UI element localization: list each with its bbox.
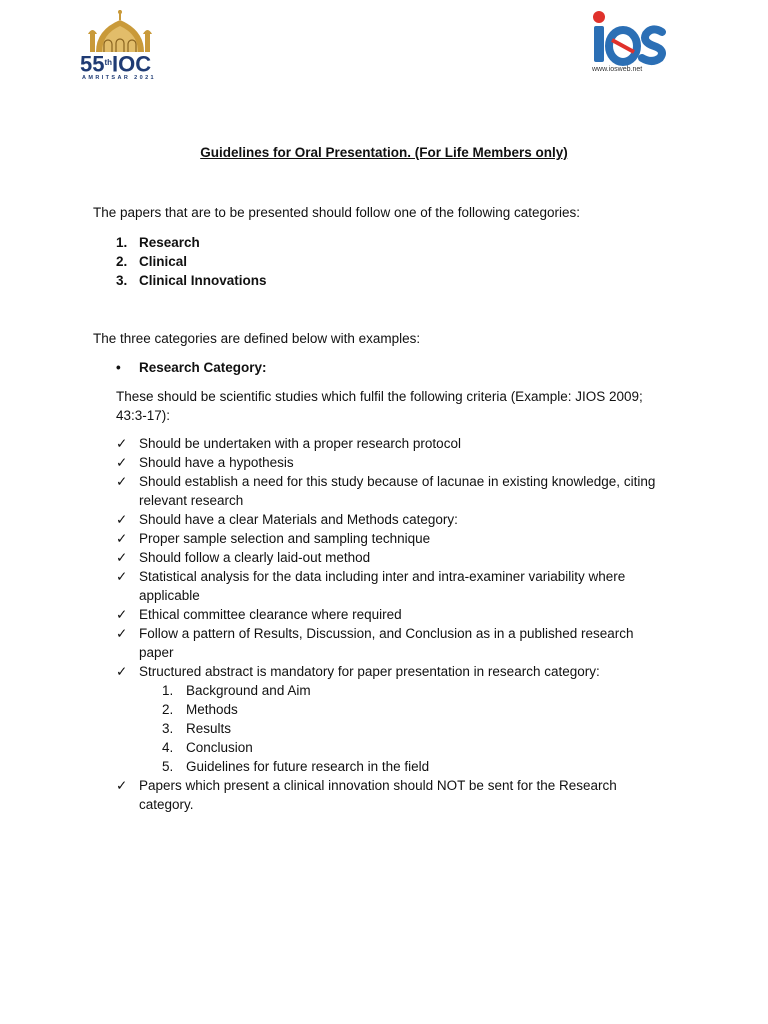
ioc-logo — [78, 8, 162, 84]
list-item — [116, 529, 656, 548]
list-label: Proper sample selection and sampling technique — [139, 531, 431, 546]
list-label: Should follow a clearly laid-out method — [139, 550, 371, 565]
check-icon: ✓ — [116, 550, 128, 565]
list-label: Background and Aim — [186, 683, 311, 698]
list-label: Should be undertaken with a proper research protocol — [139, 436, 461, 451]
list-label: Follow a pattern of Results, Discussion, and Conclusion as in a published research paper — [139, 626, 634, 660]
list-item — [93, 252, 267, 271]
list-label: Papers which present a clinical innovation should NOT be sent for the Research category. — [139, 778, 617, 812]
list-label: Should have a clear Materials and Methods category: — [139, 512, 458, 527]
list-item — [93, 233, 267, 252]
check-icon: ✓ — [116, 512, 128, 527]
list-label: Results — [186, 721, 232, 736]
check-icon: ✓ — [116, 664, 128, 679]
list-number: 5. — [162, 759, 174, 774]
check-icon: ✓ — [116, 626, 128, 641]
list-item — [116, 567, 656, 605]
abstract-parts-list — [116, 681, 656, 776]
list-item — [116, 776, 656, 814]
list-label: Methods — [186, 702, 238, 717]
list-number: 1. — [116, 235, 128, 250]
list-item — [116, 472, 656, 510]
list-label: Statistical analysis for the data including inter and intra-examiner variability where applicable — [139, 569, 626, 603]
check-icon: ✓ — [116, 569, 128, 584]
ios-logo — [590, 10, 670, 76]
list-label: Research — [139, 235, 200, 250]
ioc-suffix: th — [104, 58, 113, 67]
list-label: Clinical Innovations — [139, 273, 267, 288]
criteria-checklist — [116, 434, 656, 814]
check-icon: ✓ — [116, 455, 128, 470]
list-label: Guidelines for future research in the field — [186, 759, 430, 774]
research-category-heading — [116, 358, 267, 377]
ioc-name: IOC — [112, 51, 152, 77]
criteria-text: These should be scientific studies which fulfil the following criteria (Example: JIOS 2009; 43:3-17): — [116, 389, 643, 423]
check-icon: ✓ — [116, 778, 128, 793]
list-label: Should establish a need for this study because of lacunae in existing knowledge, citing relevant research — [139, 474, 656, 508]
page-title: Guidelines for Oral Presentation. (For Life Members only) — [200, 145, 568, 160]
list-number: 4. — [162, 740, 174, 755]
list-item — [162, 681, 656, 700]
ios-url: www.iosweb.net — [592, 66, 643, 73]
list-label: Clinical — [139, 254, 188, 269]
list-label: Ethical committee clearance where required — [139, 607, 402, 622]
ioc-edition: 55 — [80, 51, 105, 77]
list-item — [116, 605, 656, 624]
list-label: Conclusion — [186, 740, 253, 755]
list-item — [93, 271, 267, 290]
list-number: 2. — [116, 254, 128, 269]
list-item — [116, 510, 656, 529]
list-item — [116, 624, 656, 662]
list-item — [116, 662, 656, 681]
list-label: Structured abstract is mandatory for paper presentation in research category: — [139, 664, 600, 679]
list-number: 1. — [162, 683, 174, 698]
intro-text: The papers that are to be presented should follow one of the following categories: — [93, 205, 581, 220]
check-icon: ✓ — [116, 607, 128, 622]
list-item — [116, 434, 656, 453]
list-number: 2. — [162, 702, 174, 717]
list-item — [162, 757, 656, 776]
list-item — [162, 700, 656, 719]
check-icon: ✓ — [116, 436, 128, 451]
category-list — [93, 233, 267, 290]
check-icon: ✓ — [116, 474, 128, 489]
check-icon: ✓ — [116, 531, 128, 546]
list-item — [162, 719, 656, 738]
ios-logo-icon — [590, 10, 670, 66]
defined-text: The three categories are defined below with examples: — [93, 331, 421, 346]
list-label: Should have a hypothesis — [139, 455, 294, 470]
list-item — [116, 548, 656, 567]
ioc-city: AMRITSAR 2021 — [82, 75, 156, 81]
list-item — [162, 738, 656, 757]
bullet-label: Research Category: — [139, 360, 267, 375]
list-number: 3. — [162, 721, 174, 736]
list-item — [116, 453, 656, 472]
list-number: 3. — [116, 273, 128, 288]
bullet-icon: • — [116, 360, 121, 375]
